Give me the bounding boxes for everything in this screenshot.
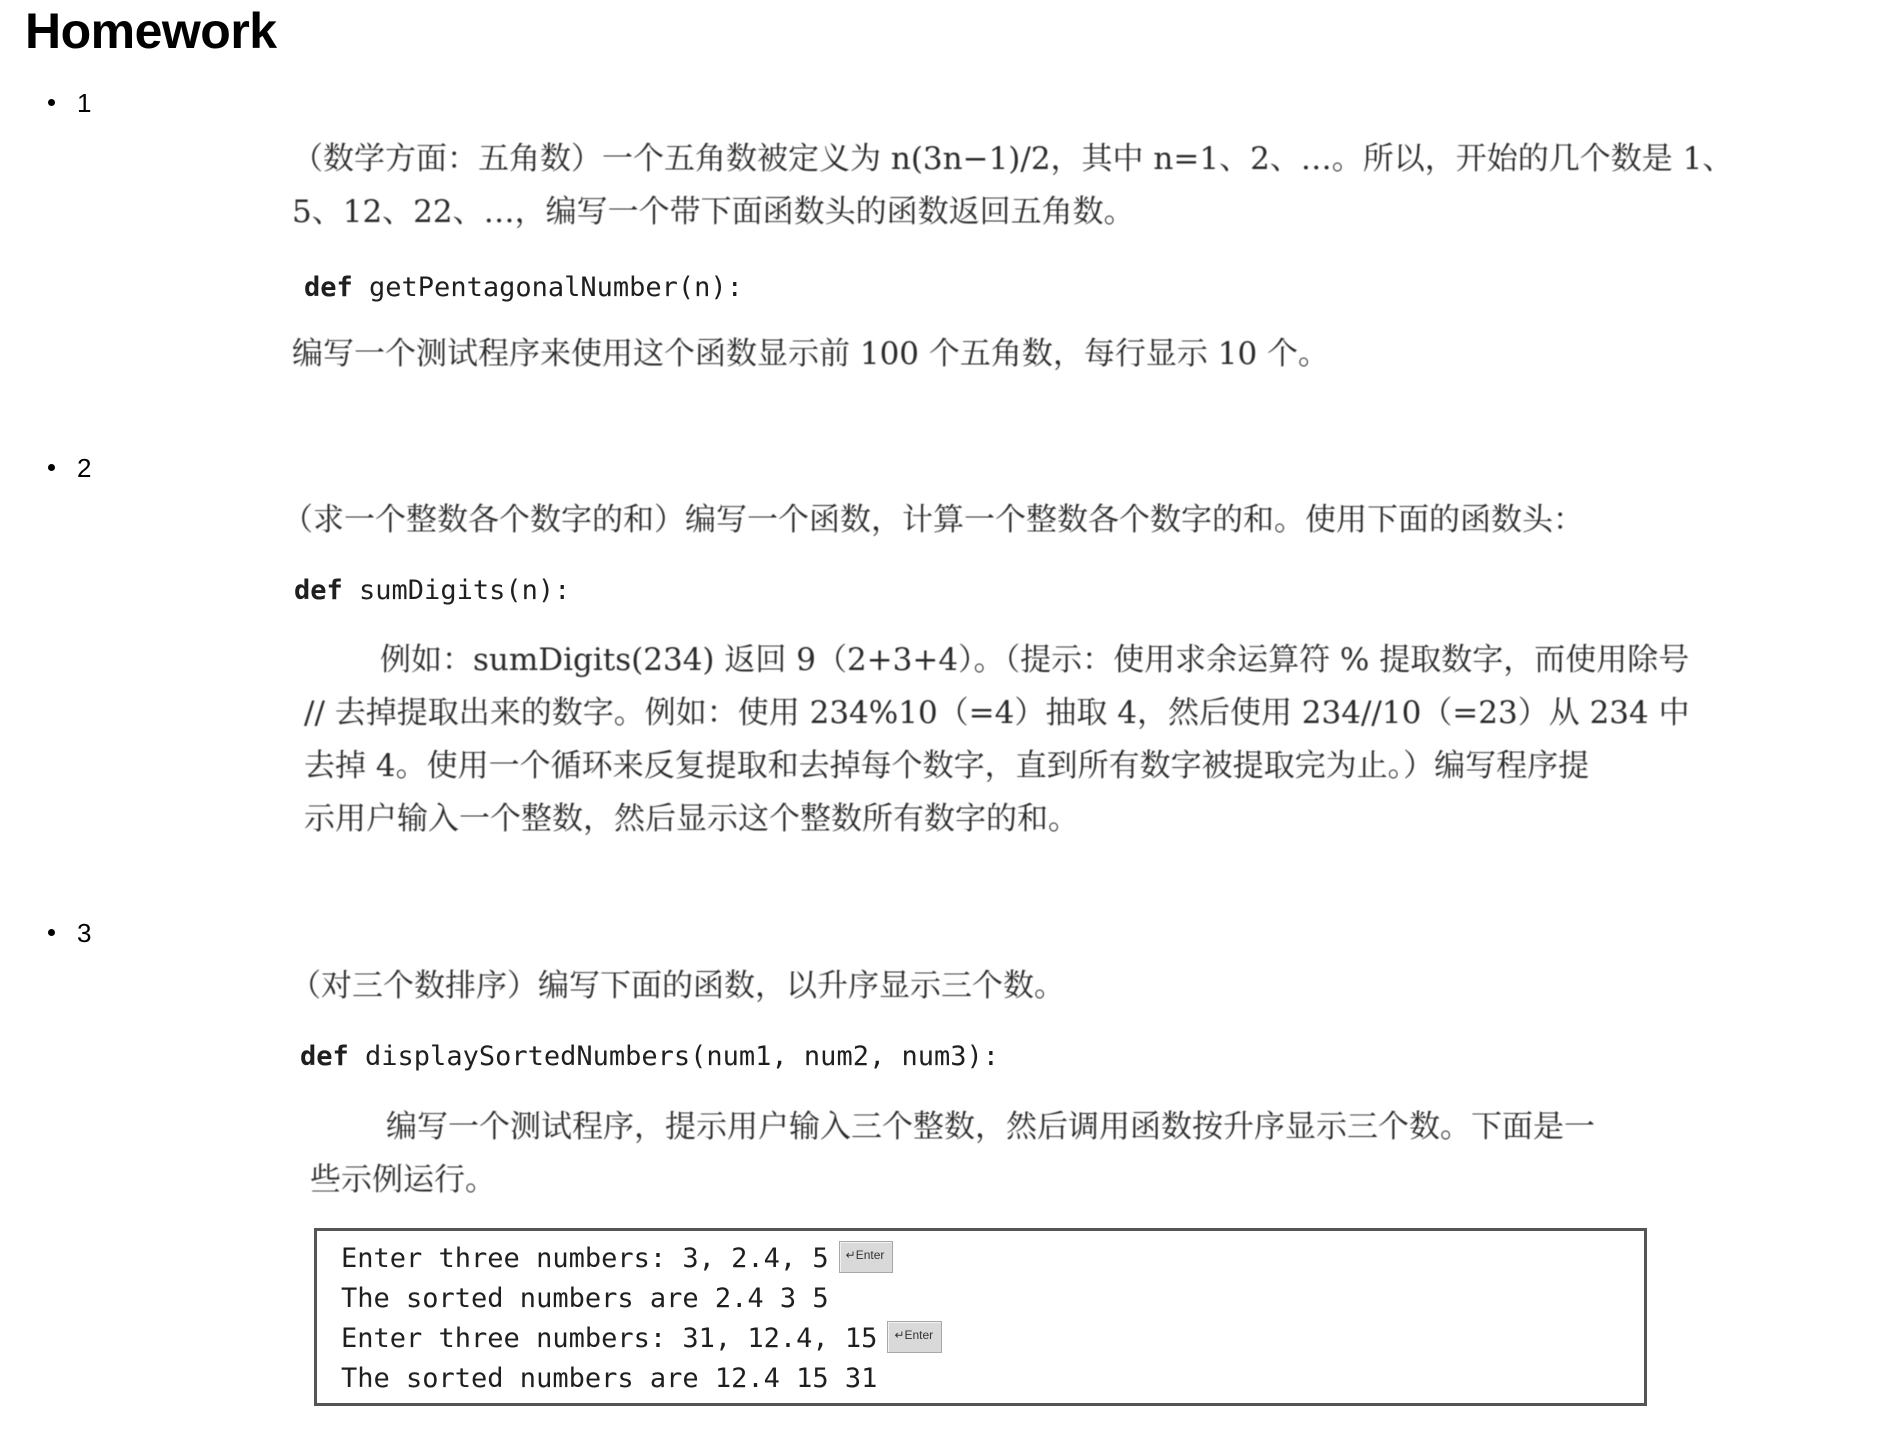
code-signature: displaySortedNumbers(num1, num2, num3): bbox=[348, 1041, 999, 1072]
text-line: 示用户输入一个整数，然后显示这个整数所有数字的和。 bbox=[304, 801, 1079, 837]
code-keyword: def bbox=[300, 1041, 349, 1072]
sample-run-line bbox=[341, 1283, 829, 1314]
problem-1-intro bbox=[292, 133, 1733, 239]
list-item-2-marker bbox=[48, 453, 91, 484]
console-text: The sorted numbers are 2.4 3 5 bbox=[341, 1283, 829, 1314]
console-text: The sorted numbers are 12.4 15 31 bbox=[341, 1363, 878, 1394]
item-number: 1 bbox=[77, 88, 92, 118]
sample-run-box bbox=[314, 1228, 1647, 1406]
problem-1-function-header bbox=[304, 272, 743, 303]
bullet-icon bbox=[48, 99, 55, 106]
text-line: 编写一个测试程序来使用这个函数显示前 100 个五角数，每行显示 10 个。 bbox=[292, 336, 1330, 372]
problem-3-intro bbox=[290, 960, 1065, 1013]
code-keyword: def bbox=[294, 575, 343, 606]
problem-2-function-header bbox=[294, 575, 570, 606]
code-signature: sumDigits(n): bbox=[342, 575, 571, 606]
bullet-icon bbox=[48, 929, 55, 936]
text-line: 5、12、22、…，编写一个带下面函数头的函数返回五角数。 bbox=[292, 194, 1135, 230]
text-line: // 去掉提取出来的数字。例如：使用 234%10（=4）抽取 4，然后使用 234//10（=23）从 234 中 bbox=[304, 695, 1690, 731]
text-line: 些示例运行。 bbox=[310, 1162, 496, 1198]
text-line: （数学方面：五角数）一个五角数被定义为 n(3n−1)/2，其中 n=1、2、…。所以，开始的几个数是 1、 bbox=[292, 141, 1734, 177]
bullet-icon bbox=[48, 464, 55, 471]
text-line: （求一个整数各个数字的和）编写一个函数，计算一个整数各个数字的和。使用下面的函数头： bbox=[282, 502, 1584, 538]
console-text: Enter three numbers: 31, 12.4, 15 bbox=[341, 1323, 878, 1354]
sample-run-line bbox=[341, 1323, 942, 1356]
list-item-3-marker bbox=[48, 918, 91, 949]
list-item-1-marker bbox=[48, 88, 91, 119]
item-number: 3 bbox=[77, 918, 92, 948]
item-number: 2 bbox=[77, 453, 92, 483]
problem-2-intro bbox=[282, 494, 1584, 547]
problem-3-function-header bbox=[300, 1041, 999, 1072]
sample-run-line bbox=[341, 1363, 877, 1394]
sample-run-line bbox=[341, 1243, 893, 1276]
enter-key-icon: ↵Enter bbox=[839, 1241, 894, 1273]
text-line: 例如：sumDigits(234) 返回 9（2+3+4）。（提示：使用求余运算符 % 提取数字，而使用除号 bbox=[380, 642, 1690, 678]
text-line: （对三个数排序）编写下面的函数，以升序显示三个数。 bbox=[290, 968, 1065, 1004]
problem-1-outro bbox=[292, 328, 1329, 381]
text-line: 去掉 4。使用一个循环来反复提取和去掉每个数字，直到所有数字被提取完为止。）编写程序提 bbox=[304, 748, 1590, 784]
code-signature: getPentagonalNumber(n): bbox=[352, 272, 743, 303]
problem-3-outro bbox=[310, 1101, 1595, 1207]
enter-key-icon: ↵Enter bbox=[887, 1321, 942, 1353]
problem-2-outro bbox=[304, 634, 1690, 846]
code-keyword: def bbox=[304, 272, 353, 303]
console-text: Enter three numbers: 3, 2.4, 5 bbox=[341, 1243, 829, 1274]
text-line: 编写一个测试程序，提示用户输入三个整数，然后调用函数按升序显示三个数。下面是一 bbox=[386, 1109, 1595, 1145]
page-title: Homework bbox=[25, 3, 277, 59]
